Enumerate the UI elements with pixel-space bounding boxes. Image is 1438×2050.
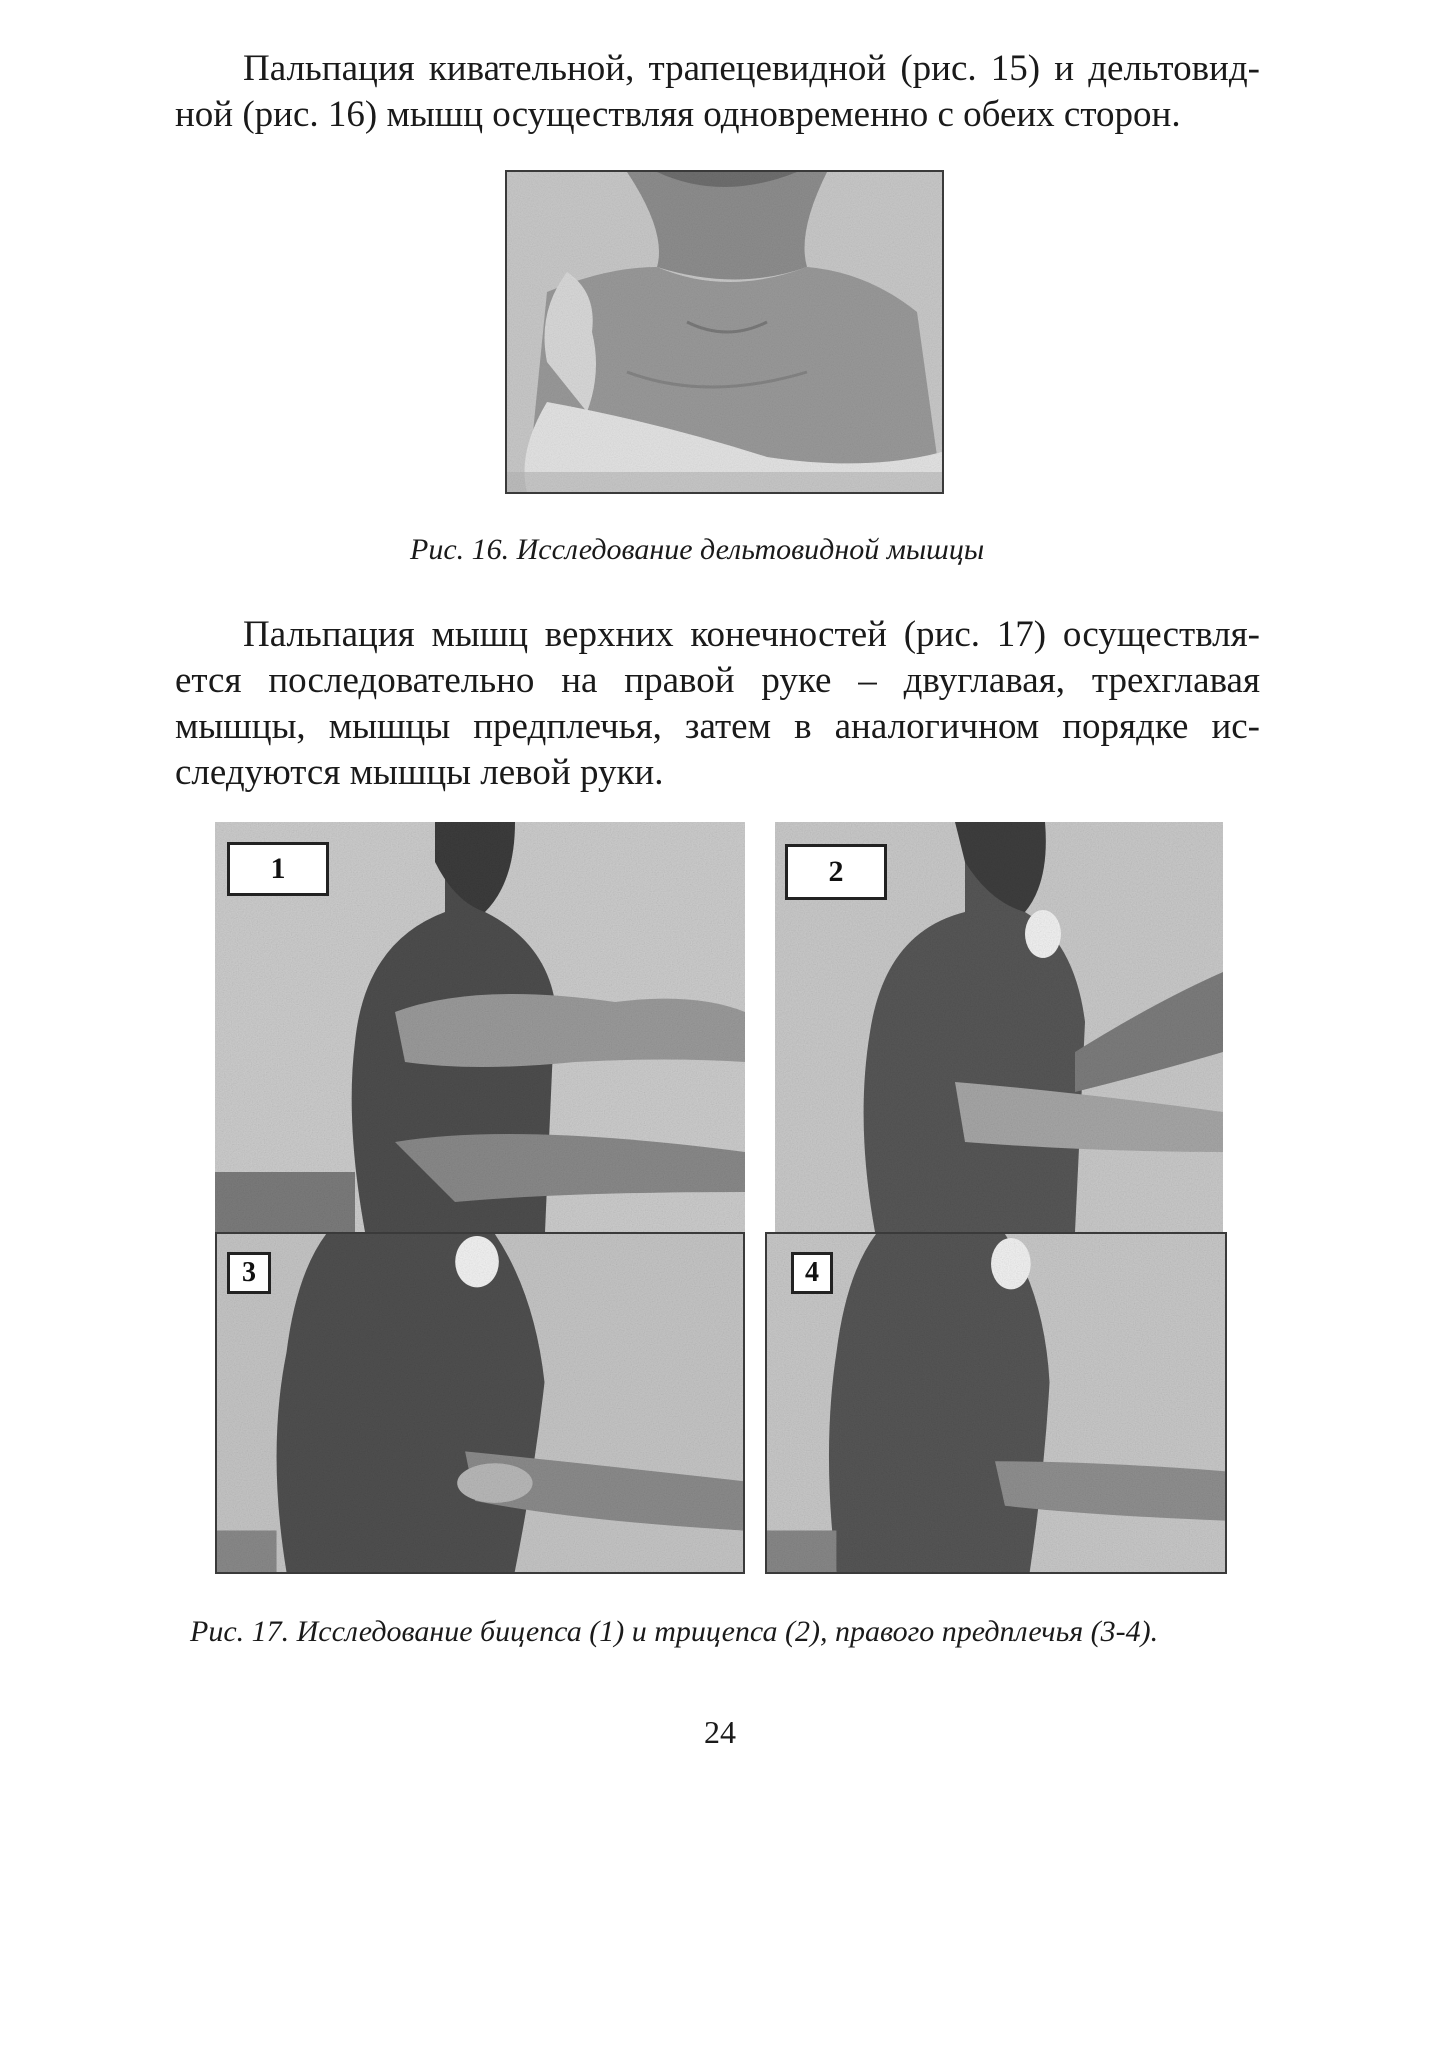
paragraph-line: ется последовательно на правой руке – двуглавая, трехглавая: [175, 660, 1260, 701]
panel-label-1: 1: [227, 842, 329, 896]
paragraph-line: следуются мышцы левой руки.: [175, 752, 664, 793]
paragraph-line: ной (рис. 16) мышц осуществляя одновременно с обеих сторон.: [175, 94, 1181, 135]
figure-16-caption: Рис. 16. Исследование дельтовидной мышцы: [410, 533, 985, 566]
figure-17-panel-1-biceps-photo: [215, 822, 745, 1232]
panel-label-3: 3: [227, 1252, 271, 1294]
paragraph-line: Пальпация мышц верхних конечностей (рис. 17) осуществля-: [243, 614, 1260, 655]
figure-17-panel-4-forearm-photo: [765, 1232, 1227, 1574]
paragraph-palpation-upper-limbs: [175, 612, 1260, 796]
paragraph-palpation-neck-shoulder: [175, 46, 1260, 138]
forearm-exam-illustration-4: [767, 1234, 1225, 1572]
page-number: 24: [704, 1714, 736, 1750]
forearm-exam-illustration-3: [217, 1234, 743, 1572]
paragraph-line: Пальпация кивательной, трапецевидной (рис. 15) и дельтовид-: [243, 48, 1260, 89]
panel-label-4: 4: [791, 1252, 833, 1294]
figure-17-panel-3-forearm-photo: [215, 1232, 745, 1574]
figure-16-deltoid-photo: [505, 170, 944, 494]
paragraph-line: мышцы, мышцы предплечья, затем в аналогичном порядке ис-: [175, 706, 1260, 747]
panel-label-2: 2: [785, 844, 887, 900]
figure-17-panel-2-triceps-photo: [775, 822, 1223, 1232]
deltoid-exam-illustration: [507, 172, 942, 492]
figure-17-caption: Рис. 17. Исследование бицепса (1) и трицепса (2), правого предплечья (3-4).: [190, 1615, 1159, 1648]
